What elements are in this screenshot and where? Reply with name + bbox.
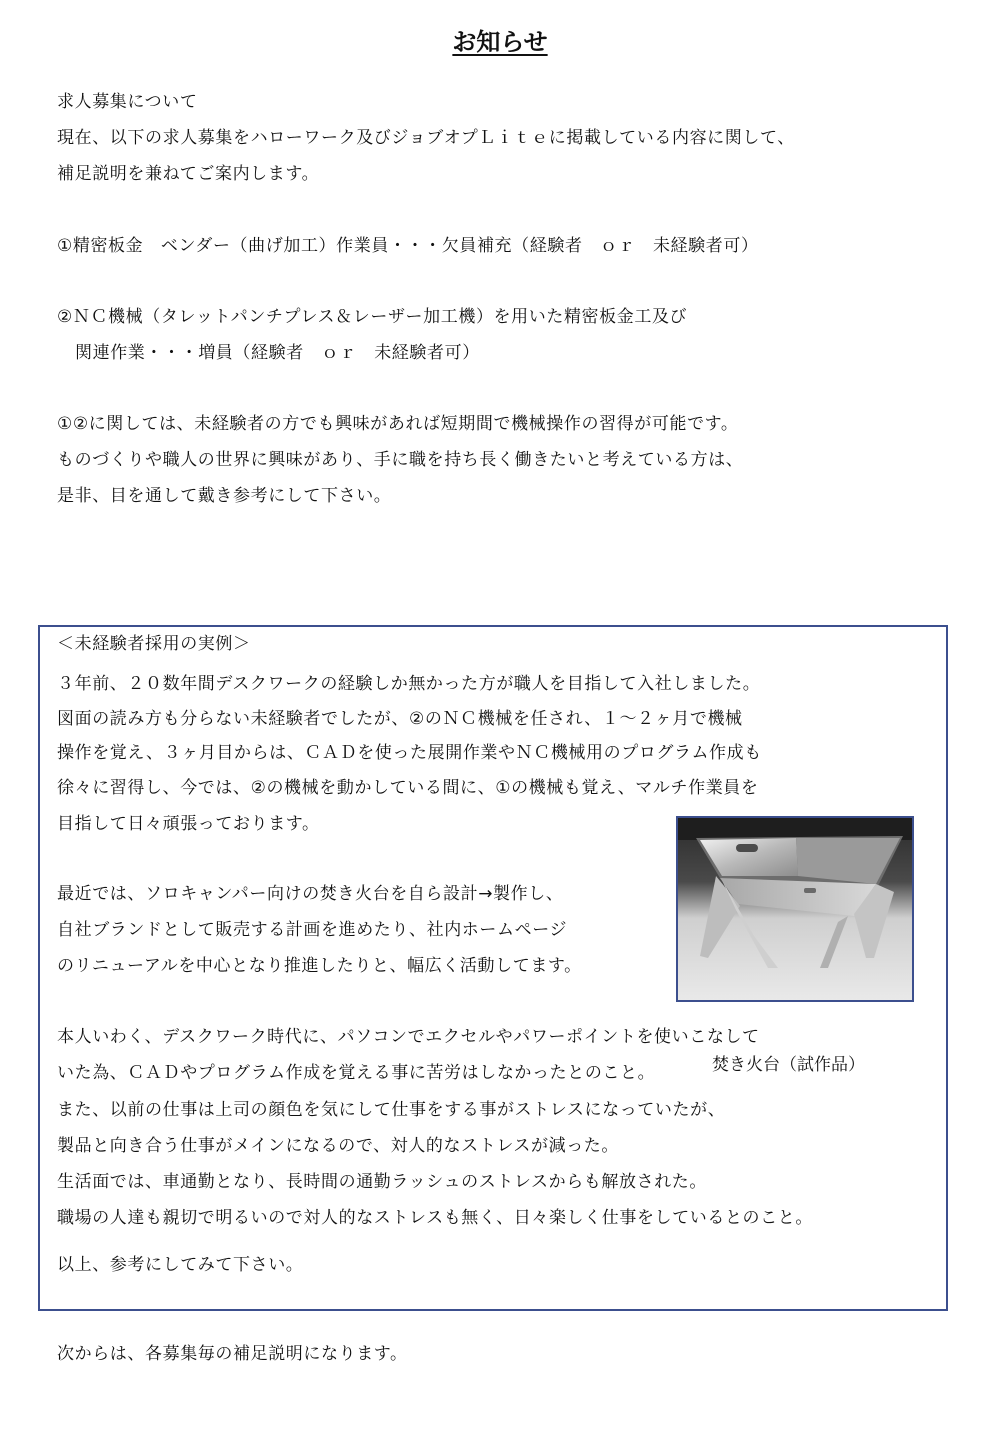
photo-caption: 焚き火台（試作品）: [712, 1055, 865, 1075]
intro-line: 補足説明を兼ねてご案内します。: [57, 164, 320, 184]
example-heading: ＜未経験者採用の実例＞: [57, 634, 251, 654]
note-line: 是非、目を通して戴き参考にして下さい。: [57, 486, 392, 506]
example-paragraph-line: 自社ブランドとして販売する計画を進めたり、社内ホームページ: [57, 920, 568, 940]
example-paragraph-line: 職場の人達も親切で明るいので対人的なストレスも無く、日々楽しく仕事をしているとのこと。: [57, 1208, 813, 1228]
note-line: ものづくりや職人の世界に興味があり、手に職を持ち長く働きたいと考えている方は、: [57, 450, 744, 470]
example-paragraph-line: 徐々に習得し、今では、②の機械を動かしている間に、①の機械も覚え、マルチ作業員を: [57, 778, 759, 798]
example-paragraph-line: 最近では、ソロキャンパー向けの焚き火台を自ら設計→製作し、: [57, 884, 564, 904]
page-title: お知らせ: [452, 28, 548, 56]
job-listing-2: ②ＮＣ機械（タレットパンチプレス＆レーザー加工機）を用いた精密板金工及び: [57, 307, 688, 327]
example-paragraph-line: 目指して日々頑張っております。: [57, 814, 320, 834]
job-listing-2-continued: 関連作業・・・増員（経験者 ｏｒ 未経験者可）: [75, 343, 480, 363]
example-paragraph-line: 製品と向き合う仕事がメインになるので、対人的なストレスが減った。: [57, 1136, 620, 1156]
intro-line: 現在、以下の求人募集をハローワーク及びジョブオプＬｉｔｅに掲載している内容に関して、: [57, 128, 795, 148]
example-paragraph-line: 生活面では、車通勤となり、長時間の通勤ラッシュのストレスからも解放された。: [57, 1172, 708, 1192]
fire-pit-photo: [676, 816, 914, 1002]
intro-heading: 求人募集について: [57, 92, 198, 112]
example-paragraph-line: 操作を覚え、３ヶ月目からは、ＣＡＤを使った展開作業やＮＣ機械用のプログラム作成も: [57, 743, 762, 763]
example-paragraph-line: いた為、ＣＡＤやプログラム作成を覚える事に苦労はしなかったとのこと。: [57, 1063, 656, 1083]
job-listing-1: ①精密板金 ベンダー（曲げ加工）作業員・・・欠員補充（経験者 ｏｒ 未経験者可）: [57, 236, 759, 256]
example-paragraph-line: 図面の読み方も分らない未経験者でしたが、②のＮＣ機械を任され、１～２ヶ月で機械: [57, 709, 743, 729]
example-paragraph-line: のリニューアルを中心となり推進したりと、幅広く活動してます。: [57, 956, 582, 976]
example-paragraph-line: 本人いわく、デスクワーク時代に、パソコンでエクセルやパワーポイントを使いこなして: [57, 1027, 760, 1047]
footer-note: 次からは、各募集毎の補足説明になります。: [57, 1344, 408, 1364]
example-paragraph-line: ３年前、２０数年間デスクワークの経験しか無かった方が職人を目指して入社しました。: [57, 674, 761, 694]
example-closing: 以上、参考にしてみて下さい。: [57, 1255, 304, 1275]
note-line: ①②に関しては、未経験者の方でも興味があれば短期間で機械操作の習得が可能です。: [57, 414, 739, 434]
example-paragraph-line: また、以前の仕事は上司の顔色を気にして仕事をする事がストレスになっていたが、: [57, 1100, 726, 1120]
